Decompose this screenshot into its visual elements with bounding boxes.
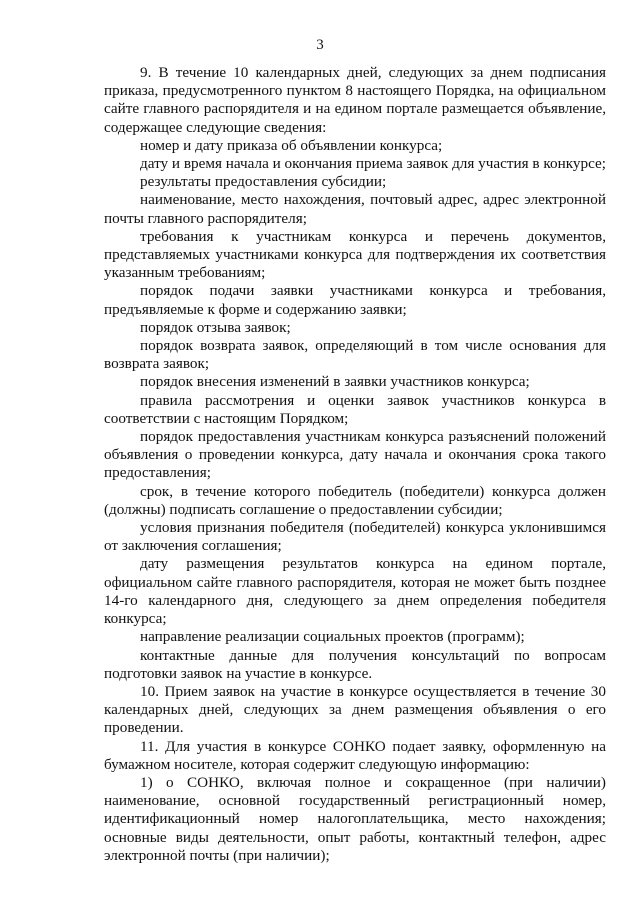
paragraph: дату и время начала и окончания приема заявок для участия в конкурсе; [140,155,606,173]
paragraph: наименование, место нахождения, почтовый адрес, адрес электронной почты главного распорядителя; [104,191,606,227]
paragraph: 1) о СОНКО, включая полное и сокращенное (при наличии) наименование, основной государственный регистрационный номер, идентификационный номер налогоплательщика, место нахождения; основные виды деятельности, опыт работы, контактный телефон, адрес электронной почты (при наличии); [104,773,606,864]
paragraph: срок, в течение которого победитель (победители) конкурса должен (должны) подписать соглашение о предоставлении субсидии; [104,482,606,518]
paragraph: порядок отзыва заявок; [140,318,291,336]
paragraph: порядок возврата заявок, определяющий в том числе основания для возврата заявок; [104,337,606,373]
paragraph: правила рассмотрения и оценки заявок участников конкурса в соответствии с настоящим Порядком; [104,391,606,427]
paragraph: результаты предоставления субсидии; [140,173,387,191]
paragraph: порядок внесения изменений в заявки участников конкурса; [140,373,530,391]
document-body [104,64,606,865]
paragraph: дату размещения результатов конкурса на едином портале, официальном сайте главного распорядителя, которая не может быть позднее 14-го календарного дня, следующего за днем определения победителя конкурса; [104,555,606,628]
paragraph: направление реализации социальных проектов (программ); [140,628,525,646]
paragraph: 10. Прием заявок на участие в конкурсе осуществляется в течение 30 календарных дней, следующих за днем размещения объявления о его проведении. [104,682,606,737]
page-number: 3 [316,37,324,53]
paragraph: контактные данные для получения консультаций по вопросам подготовки заявок на участие в конкурсе. [104,646,606,682]
paragraph: 9. В течение 10 календарных дней, следующих за днем подписания приказа, предусмотренного пунктом 8 настоящего Порядка, на официальном сайте главного распорядителя и на едином портале размещается объявление, содержащее следующие сведения: [104,64,606,136]
paragraph: номер и дату приказа об объявлении конкурса; [140,136,443,154]
paragraph: порядок подачи заявки участниками конкурса и требования, предъявляемые к форме и содержанию заявки; [104,282,606,318]
paragraph: 11. Для участия в конкурсе СОНКО подает заявку, оформленную на бумажном носителе, которая содержит следующую информацию: [104,737,606,773]
paragraph: требования к участникам конкурса и перечень документов, представляемых участниками конкурса для подтверждения их соответствия указанным требованиям; [104,227,606,282]
paragraph: порядок предоставления участникам конкурса разъяснений положений объявления о проведении конкурса, дату начала и окончания срока такого предоставления; [104,428,606,482]
paragraph: условия признания победителя (победителей) конкурса уклонившимся от заключения соглашения; [104,519,606,555]
